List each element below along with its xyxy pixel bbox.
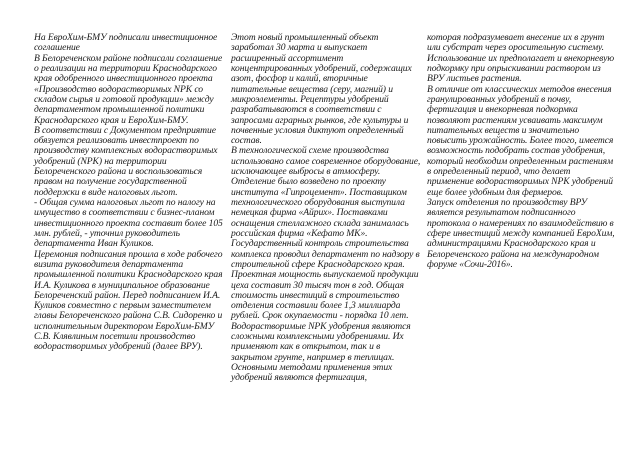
- article-paragraph: которая подразумевает внесение их в грунт или субстрат через оросительную систему. Использование их предполагает и внекорневую подкормку при опрыскивании раствором из ВРУ листьев растения.: [427, 32, 614, 85]
- article-paragraph: Этот новый промышленный объект заработал 30 марта и выпускает расширенный ассортимент концентрированных удобрений, содержащих азот, фосфор и калий, вторичные питательные вещества (серу, магний) и микроэлементы. Рецептуры удобрений разрабатываются в соответствии с запросами аграрных рынков, где культуры и почвенные условия диктуют определенный состав.: [231, 32, 412, 147]
- article-paragraph: В соответствии с Документом предприятие обязуется реализовать инвестпроект по производству комплексных водорастворимых удобрений (NPK) на территории Белореченского района и воспользоваться правом на получение государственной поддержки в виде налоговых льгот.: [34, 124, 218, 198]
- article-paragraph: Запуск отделения по производству ВРУ является результатом подписанного протокола о намерениях по взаимодействию в сфере инвестиций между компанией ЕвроХим, администрациями Краснодарского края и Белореченского района на международном форуме «Сочи-2016».: [427, 197, 615, 270]
- article-paragraph: Водорастворимые NPK удобрения являются сложными комплексными удобрениями. Их применяют как в открытом, так и в закрытом грунте, например в теплицах. Основными методами применения этих удобрений являются фертигация,: [231, 320, 411, 384]
- article-paragraph: Церемония подписания прошла в ходе рабочего визита руководителя департамента промышленной политики Краснодарского края И.А. Куликова в муниципальное образование Белореченский район. Перед подписанием И.А. Куликов совместно с первым заместителем главы Белореченского района С.В. Сидоренко и исполнительным директором ЕвроХим-БМУ С.В. Клявлиным посетили производство водорастворимых удобрений (далее ВРУ).: [34, 248, 223, 353]
- article-paragraph: В технологической схеме производства использовано самое современное оборудование, исключающее выбросы в атмосферу. Отделение было возведено по проекту института «Гипроцемент». Поставщиком технологического оборудования выступила немецкая фирма «Айрих». Поставками оснащения стеллажного склада занималась российская фирма «Кефато МК». Государственный контроль строительства комплекса проводил департамент по надзору в строительной сфере Краснодарского края. Проектная мощность выпускаемой продукции цеха составит 30 тысяч тон в год. Общая стоимость инвестиций в строительство отделения составили более 1,3 миллиарда рублей. Срок окупаемости - порядка 10 лет.: [231, 145, 421, 322]
- article-paragraph: В отличие от классических методов внесения гранулированных удобрений в почву, фертигация и внекорневая подкормка позволяют растениям усваивать максимум питательных веществ и значительно повысить урожайность. Более того, имеется возможность подобрать состав удобрения, который необходим определенным растениям в определенный период, что делает применение водорастворимых NPK удобрений еще более удобным для фермеров.: [427, 83, 614, 198]
- article-column-2: [231, 33, 421, 384]
- article-quote: - Общая сумма налоговых льгот по налогу на имущество в соответствии с бизнес-планом инвестиционного проекта составит более 105 млн. рублей, - уточнил руководитель департамента Иван Куликов.: [34, 197, 223, 250]
- article-paragraph: В Белореченском районе подписали соглашение о реализации на территории Краснодарского края одобренного инвестиционного проекта «Производство водорастворимых NPK со складом сырья и готовой продукции» между департаментом промышленной политики Краснодарского края и ЕвроХим-БМУ.: [34, 52, 223, 126]
- article-column-3: [427, 33, 615, 270]
- article-headline: На ЕвроХим-БМУ подписали инвестиционное соглашение: [34, 32, 218, 54]
- article-column-1: [34, 33, 224, 353]
